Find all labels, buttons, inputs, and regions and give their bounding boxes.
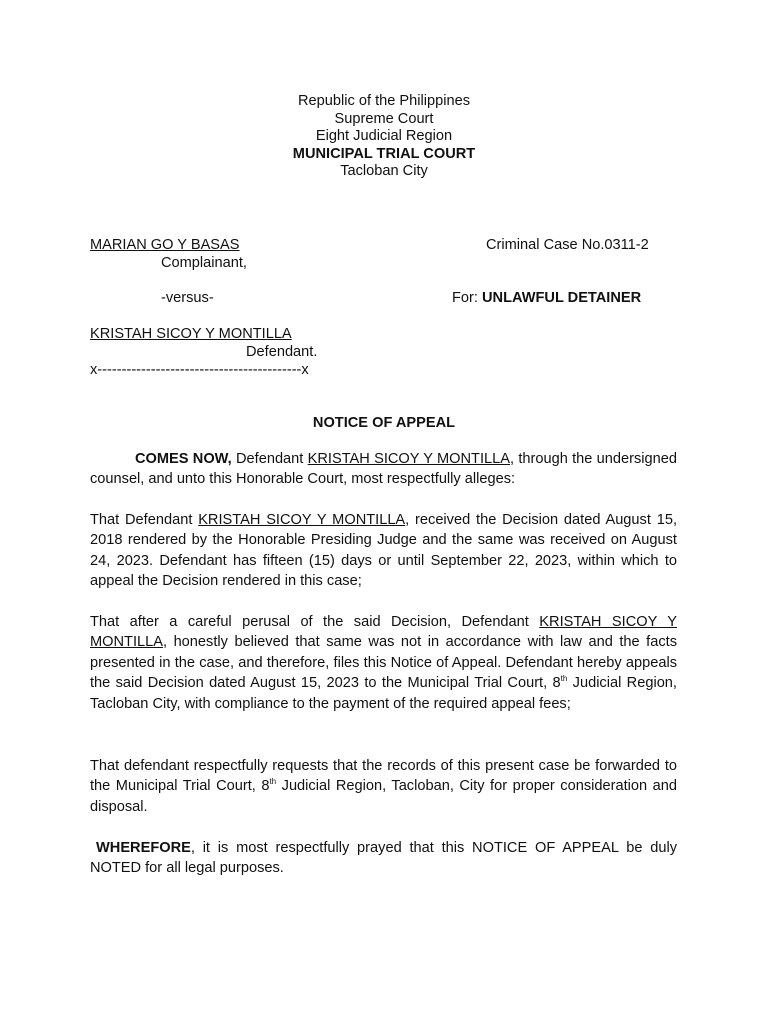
paragraph-receipt [90, 510, 677, 592]
p4-text-a: That defendant respectfully requests that the records of this present case be forwarded to the Municipal Trial Court, 8 [90, 758, 677, 795]
p3-ordinal-sup: th [560, 674, 568, 684]
paragraph-wherefore [90, 838, 677, 879]
defendant-name: KRISTAH SICOY Y MONTILLA [90, 326, 292, 342]
header-supreme-court: Supreme Court [334, 110, 434, 127]
complainant-name: MARIAN GO Y BASAS [90, 237, 240, 253]
p3-text-c: Judicial Region, Tacloban City, with compliance to the payment of the required appeal fees; [90, 675, 677, 712]
header-city: Tacloban City [340, 163, 428, 180]
header-republic: Republic of the Philippines [298, 93, 470, 109]
p2-text-b: , received the Decision dated August 15, 2018 rendered by the Honorable Presiding Judge and the same was received on August 24, 2023. Defendant has fifteen (15) days or until September 22, 2023, within which to appeal the Decision rendered in this case; [90, 512, 677, 590]
header-court-name: MUNICIPAL TRIAL COURT [292, 145, 476, 162]
comes-now-lead: COMES NOW, [135, 451, 232, 467]
p1-text-b: , through the undersigned counsel, and unto this Honorable Court, most respectfully alleges: [90, 451, 678, 488]
p4-ordinal-sup: th [269, 777, 277, 787]
header-judicial-region: Eight Judicial Region [315, 128, 453, 145]
wherefore-lead: WHEREFORE [96, 840, 191, 856]
p1-text-a: Defendant [231, 451, 308, 467]
complainant-role: Complainant, [161, 255, 247, 271]
case-nature-prefix: For: [452, 290, 482, 306]
paragraph-appeal [90, 612, 677, 714]
p5-text-b: , it is most respectfully prayed that this NOTICE OF APPEAL be duly NOTED for all legal purposes. [90, 840, 677, 877]
case-nature-value: UNLAWFUL DETAINER [482, 290, 642, 306]
paragraph-records-request [90, 756, 677, 817]
case-number: Criminal Case No.0311-2 [486, 237, 649, 253]
p3-text-b: , honestly believed that same was not in accordance with law and the facts presented in the case, and therefore, files this Notice of Appeal. Defendant hereby appeals the said Decision dated August 15, 2023 to the Municipal Trial Court, 8 [90, 634, 677, 692]
defendant-role: Defendant. [246, 344, 318, 360]
p3-text-a: That after a careful perusal of the said Decision, Defendant [90, 614, 540, 630]
p1-defendant-name: KRISTAH SICOY Y MONTILLA [307, 451, 510, 467]
p3-defendant-name: KRISTAH SICOY Y MONTILLA [90, 614, 677, 651]
case-nature [452, 289, 641, 307]
court-header [0, 93, 768, 181]
p2-defendant-name: KRISTAH SICOY Y MONTILLA [198, 512, 406, 528]
p4-text-b: Judicial Region, Tacloban, City for proper consideration and disposal. [90, 778, 677, 815]
p2-text-a: That Defendant [90, 512, 199, 528]
document-title: NOTICE OF APPEAL [312, 415, 456, 431]
versus-label: -versus- [161, 290, 214, 306]
caption-separator: x------------------------------------------x [90, 362, 309, 378]
paragraph-comes-now [90, 449, 677, 490]
